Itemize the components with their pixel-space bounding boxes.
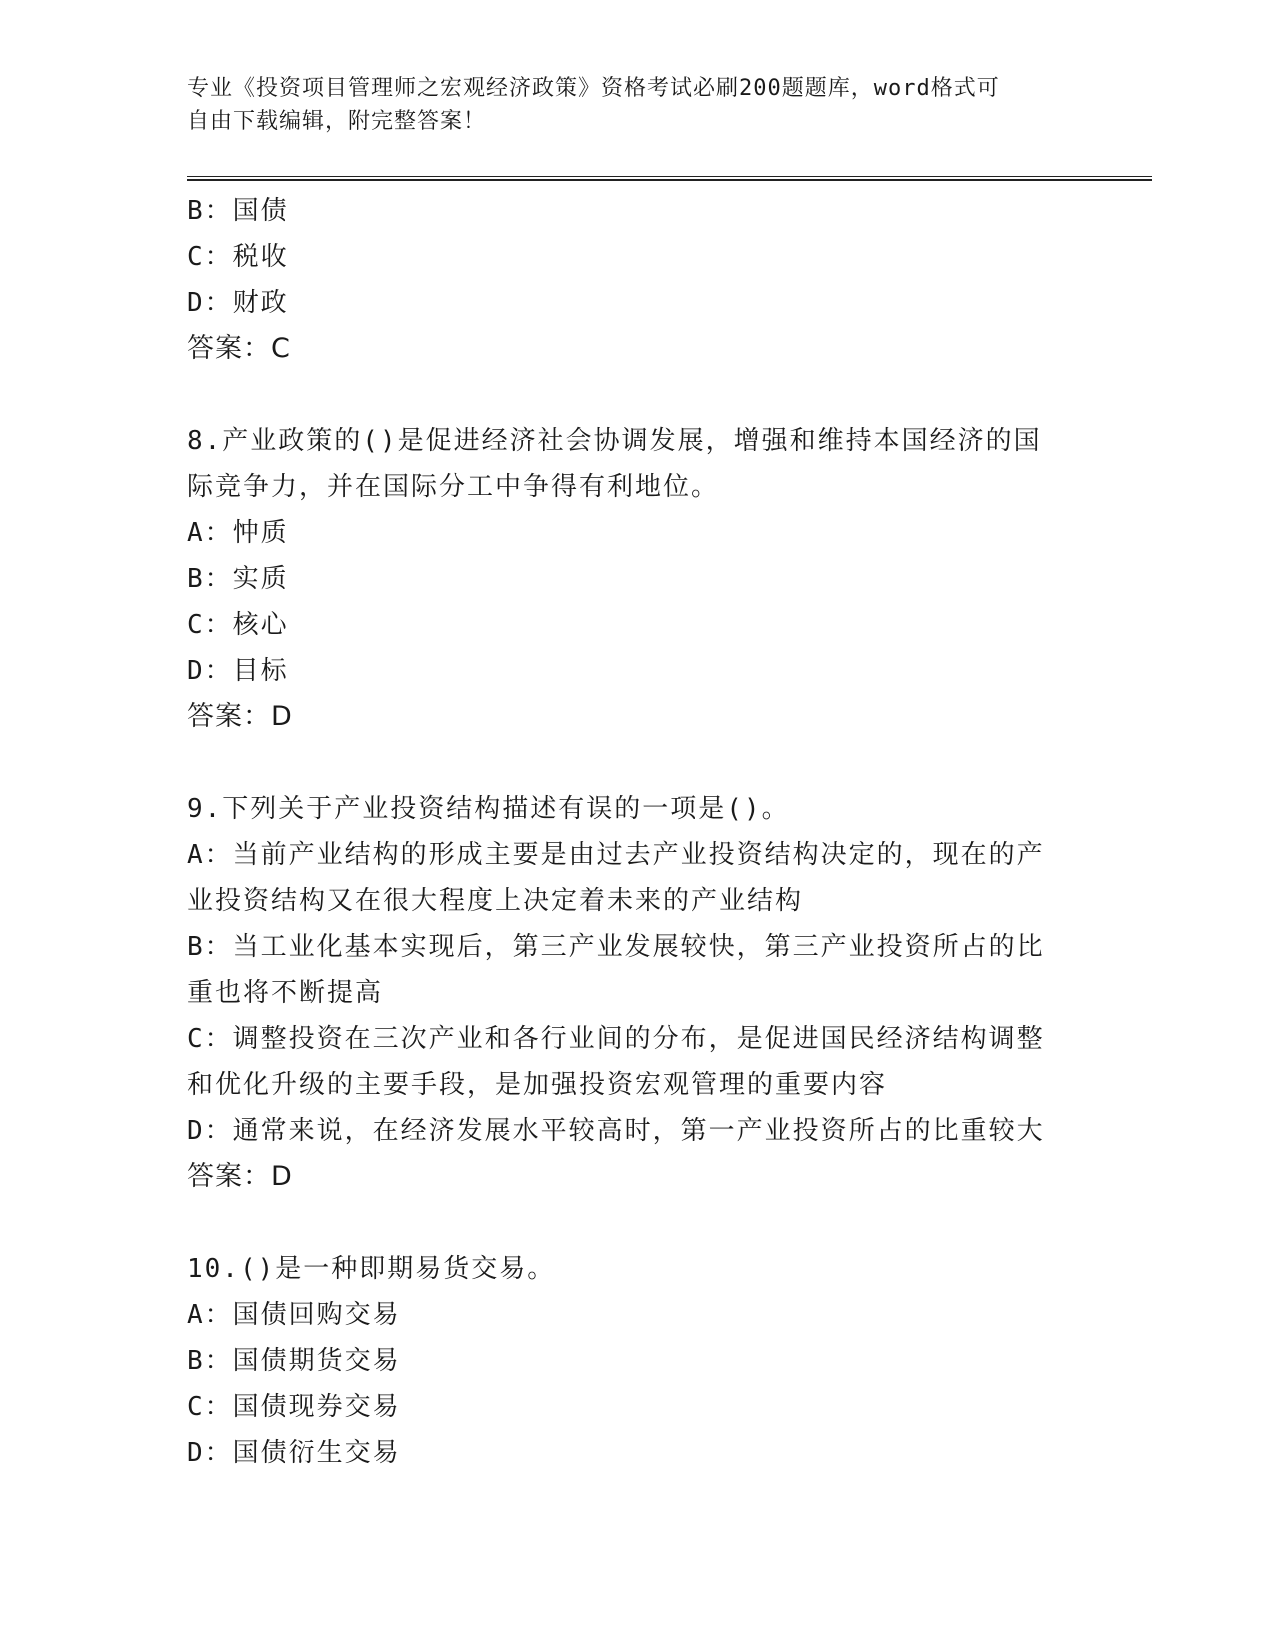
spacer: [187, 740, 1087, 786]
option-c: C：税收: [187, 242, 289, 272]
option-a: A：国债回购交易: [187, 1300, 401, 1330]
option-a: A：当前产业结构的形成主要是由过去产业投资结构决定的，现在的产: [187, 840, 1045, 870]
option-b: B：当工业化基本实现后，第三产业发展较快，第三产业投资所占的比: [187, 932, 1045, 962]
question-10: [187, 1246, 1087, 1476]
question-7: [187, 188, 1087, 372]
header-divider: [187, 176, 1152, 181]
question-8: [187, 418, 1087, 740]
question-stem-line: 9.下列关于产业投资结构描述有误的一项是()。: [187, 794, 790, 824]
header-title-line-1: 专业《投资项目管理师之宏观经济政策》资格考试必刷200题题库，word格式可: [187, 76, 1000, 101]
document-header: [187, 72, 1067, 138]
option-b-continued: 重也将不断提高: [187, 978, 384, 1008]
answer-line: 答案：D: [187, 701, 293, 732]
option-c: C：国债现券交易: [187, 1392, 401, 1422]
question-stem-line: 10.()是一种即期易货交易。: [187, 1254, 556, 1284]
question-stem-line: 8.产业政策的()是促进经济社会协调发展，增强和维持本国经济的国: [187, 426, 1042, 456]
option-b: B：实质: [187, 564, 289, 594]
option-c-continued: 和优化升级的主要手段，是加强投资宏观管理的重要内容: [187, 1070, 888, 1100]
spacer: [187, 1200, 1087, 1246]
answer-line: 答案：C: [187, 333, 291, 364]
option-c: C：核心: [187, 610, 289, 640]
option-c: C：调整投资在三次产业和各行业间的分布，是促进国民经济结构调整: [187, 1024, 1045, 1054]
question-9: [187, 786, 1087, 1200]
question-stem-line: 际竞争力，并在国际分工中争得有利地位。: [187, 472, 720, 502]
answer-line: 答案：D: [187, 1161, 293, 1192]
document-body: [187, 188, 1087, 1476]
option-a-continued: 业投资结构又在很大程度上决定着未来的产业结构: [187, 886, 804, 916]
option-d: D：国债衍生交易: [187, 1438, 401, 1468]
spacer: [187, 372, 1087, 418]
option-d: D：目标: [187, 656, 289, 686]
header-title-line-2: 自由下载编辑，附完整答案！: [187, 109, 487, 134]
option-d: D：财政: [187, 288, 289, 318]
option-b: B：国债期货交易: [187, 1346, 401, 1376]
option-b: B：国债: [187, 196, 289, 226]
option-d: D：通常来说，在经济发展水平较高时，第一产业投资所占的比重较大: [187, 1116, 1045, 1146]
option-a: A：忡质: [187, 518, 289, 548]
